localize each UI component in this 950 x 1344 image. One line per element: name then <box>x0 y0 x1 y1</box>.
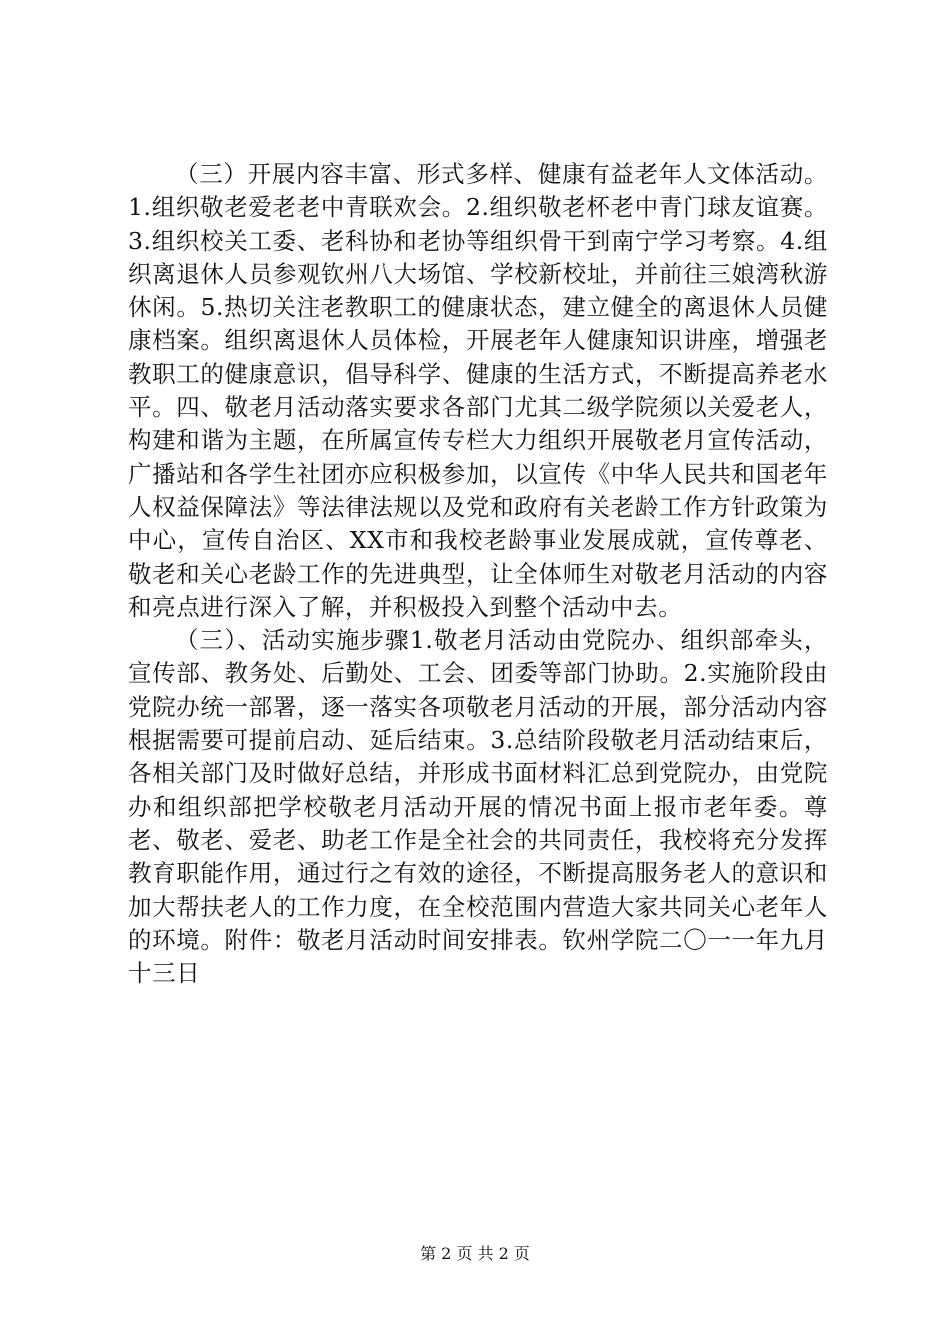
document-body <box>128 158 828 990</box>
paragraph-activities: （三）开展内容丰富、形式多样、健康有益老年人文体活动。1.组织敬老爱老老中青联欢会。2.组织敬老杯老中青门球友谊赛。3.组织校关工委、老科协和老协等组织骨干到南宁学习考察。4.组织离退休人员参观钦州八大场馆、学校新校址，并前往三娘湾秋游休闲。5.热切关注老教职工的健康状态，建立健全的离退休人员健康档案。组织离退休人员体检，开展老年人健康知识讲座，增强老教职工的健康意识，倡导科学、健康的生活方式，不断提高养老水平。四、敬老月活动落实要求各部门尤其二级学院须以关爱老人，构建和谐为主题，在所属宣传专栏大力组织开展敬老月宣传活动，广播站和各学生社团亦应积极参加，以宣传《中华人民共和国老年人权益保障法》等法律法规以及党和政府有关老龄工作方针政策为中心，宣传自治区、XX市和我校老龄事业发展成就，宣传尊老、敬老和关心老龄工作的先进典型，让全体师生对敬老月活动的内容和亮点进行深入了解，并积极投入到整个活动中去。 <box>128 160 828 621</box>
paragraph-implementation-steps: （三）、活动实施步骤1.敬老月活动由党院办、组织部牵头，宣传部、教务处、后勤处、工会、团委等部门协助。2.实施阶段由党院办统一部署，逐一落实各项敬老月活动的开展，部分活动内容根据需要可提前启动、延后结束。3.总结阶段敬老月活动结束后，各相关部门及时做好总结，并形成书面材料汇总到党院办，由党院办和组织部把学校敬老月活动开展的情况书面上报市老年委。尊老、敬老、爱老、助老工作是全社会的共同责任，我校将充分发挥教育职能作用，通过行之有效的途径，不断提高服务老人的意识和加大帮扶老人的工作力度，在全校范围内营造大家共同关心老年人的环境。附件：敬老月活动时间安排表。钦州学院二〇一一年九月十三日 <box>128 626 828 988</box>
page-footer: 第 2 页 共 2 页 <box>420 1244 530 1263</box>
